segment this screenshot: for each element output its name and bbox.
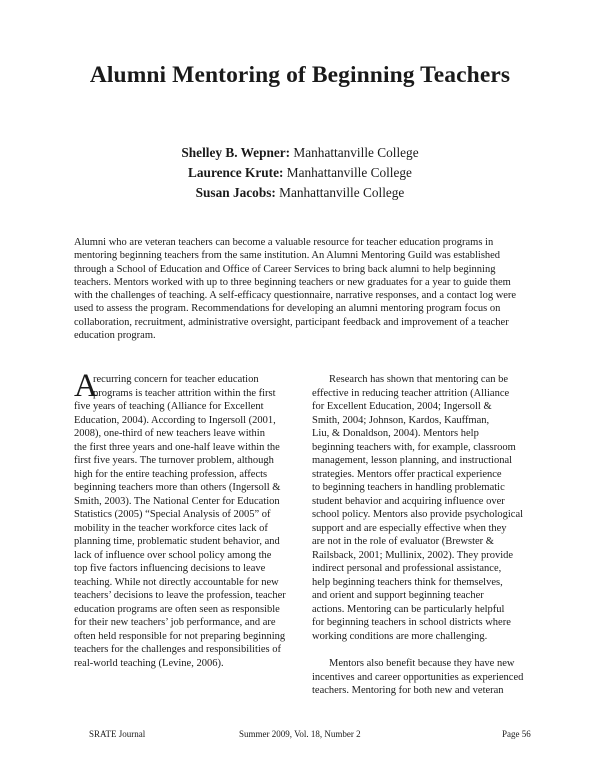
body-line: management, lesson planning, and instructional	[312, 455, 513, 466]
abstract	[74, 236, 532, 342]
body-line: lack of influence over school policy among the	[74, 549, 272, 561]
body-line: actions. Mentoring can be particularly helpful	[312, 603, 505, 615]
body-line: to beginning teachers in handling problematic	[312, 482, 505, 493]
body-line: education programs are often seen as responsible	[74, 603, 280, 615]
author-affiliation: Manhattanville College	[279, 185, 405, 200]
author-affiliation: Manhattanville College	[293, 145, 419, 160]
abstract-line: through a School of Education and Office of Career Services to bring back alumni to help beginning	[74, 263, 496, 275]
author-affiliation: Manhattanville College	[286, 165, 412, 180]
body-line: programs is teacher attrition within the first	[93, 387, 276, 399]
body-line: Research has shown that mentoring can be	[329, 374, 509, 385]
body-line: teachers. Mentoring for both new and veteran	[312, 685, 504, 696]
abstract-line: collaboration, recruitment, administrative oversight, participant feedback and improvement of a teacher	[74, 316, 509, 328]
abstract-line: teachers. Mentors worked with up to three beginning teachers or new graduates for a year to guide them	[74, 276, 511, 288]
body-line: and orient and support beginning teacher	[312, 590, 484, 601]
abstract-line: used to assess the program. Recommendations for developing an alumni mentoring program focus on	[74, 303, 501, 315]
body-line: teaching. While not directly accountable for new	[74, 576, 279, 588]
body-column-left	[74, 368, 296, 670]
footer-journal: SRATE Journal	[89, 729, 146, 739]
body-line: Mentors also benefit because they have new	[329, 658, 515, 669]
body-line: support and are especially effective when they	[312, 522, 507, 534]
body-line: indirect personal and professional assistance,	[312, 563, 502, 574]
body-line: five years of teaching (Alliance for Excellent	[74, 401, 264, 412]
body-line: real-world teaching (Levine, 2006).	[74, 657, 224, 669]
author-line	[0, 183, 600, 203]
body-column-right	[312, 373, 534, 698]
body-line: Smith, 2003). The National Center for Education	[74, 495, 280, 507]
author-line	[0, 163, 600, 183]
body-line: recurring concern for teacher education	[93, 374, 259, 385]
drop-cap: A	[74, 368, 98, 404]
article-title: Alumni Mentoring of Beginning Teachers	[89, 62, 511, 88]
body-line: incentives and career opportunities as experienced	[312, 671, 524, 683]
body-line: teachers for the challenges and responsibilities of	[74, 644, 282, 655]
body-line: beginning teachers more than others (Ingersoll &	[74, 482, 281, 493]
body-line: the first three years and one-half leave within the	[74, 441, 280, 453]
body-line: Education, 2004). According to Ingersoll (2001,	[74, 414, 276, 426]
body-line: Smith, 2004; Johnson, Kardos, Kauffman,	[312, 414, 490, 426]
abstract-line: with the challenges of teaching. A self-efficacy questionnaire, narrative responses, and a contact log were	[74, 290, 517, 302]
body-line: 2008), one-third of new teachers leave within	[74, 428, 265, 439]
body-line: help beginning teachers think for themselves,	[312, 576, 503, 588]
body-line: for beginning teachers in school districts where	[312, 617, 511, 628]
author-line	[0, 143, 600, 163]
body-line: mobility in the teacher workforce cites lack of	[74, 522, 268, 534]
body-line: Railsback, 2001; Mullinix, 2002). They provide	[312, 549, 514, 561]
body-line: strategies. Mentors offer practical experience	[312, 468, 502, 480]
body-line: student behavior and acquiring influence over	[312, 495, 505, 507]
body-line: school policy. Mentors also provide psychological	[312, 509, 524, 520]
abstract-line: education program.	[74, 330, 156, 342]
body-line: top five factors influencing decisions to leave	[74, 563, 266, 574]
author-list	[0, 143, 600, 203]
author-name: Laurence Krute:	[188, 165, 284, 180]
abstract-line: Alumni who are veteran teachers can become a valuable resource for teacher education programs in	[74, 237, 494, 248]
body-line: for their new teachers’ job performance, and are	[74, 617, 276, 628]
body-line: for Excellent Education, 2004; Ingersoll &	[312, 401, 492, 412]
body-line: Liu, & Donaldson, 2004). Mentors help	[312, 428, 479, 439]
body-line: effective in reducing teacher attrition (Alliance	[312, 387, 510, 399]
body-line: beginning teachers with, for example, classroom	[312, 441, 516, 453]
author-name: Susan Jacobs:	[195, 185, 276, 200]
body-line: are not in the role of evaluator (Brewster &	[312, 536, 494, 547]
abstract-line: mentoring beginning teachers from the same institution. An Alumni Mentoring Guild was established	[74, 250, 501, 262]
body-line: first five years. The turnover problem, although	[74, 455, 274, 466]
footer-page-number: Page 56	[502, 729, 531, 739]
body-line: often held responsible for not preparing beginning	[74, 630, 286, 642]
author-name: Shelley B. Wepner:	[181, 145, 291, 160]
body-line: working conditions are more challenging.	[312, 630, 488, 642]
paragraph-gap	[312, 643, 534, 657]
body-line: Statistics (2005) “Special Analysis of 2005” of	[74, 509, 271, 520]
footer-issue: Summer 2009, Vol. 18, Number 2	[239, 729, 361, 739]
body-line: planning time, problematic student behavior, and	[74, 536, 280, 547]
body-line: teachers’ decisions to leave the profession, teacher	[74, 590, 286, 601]
body-line: high for the entire teaching profession, affects	[74, 468, 268, 480]
